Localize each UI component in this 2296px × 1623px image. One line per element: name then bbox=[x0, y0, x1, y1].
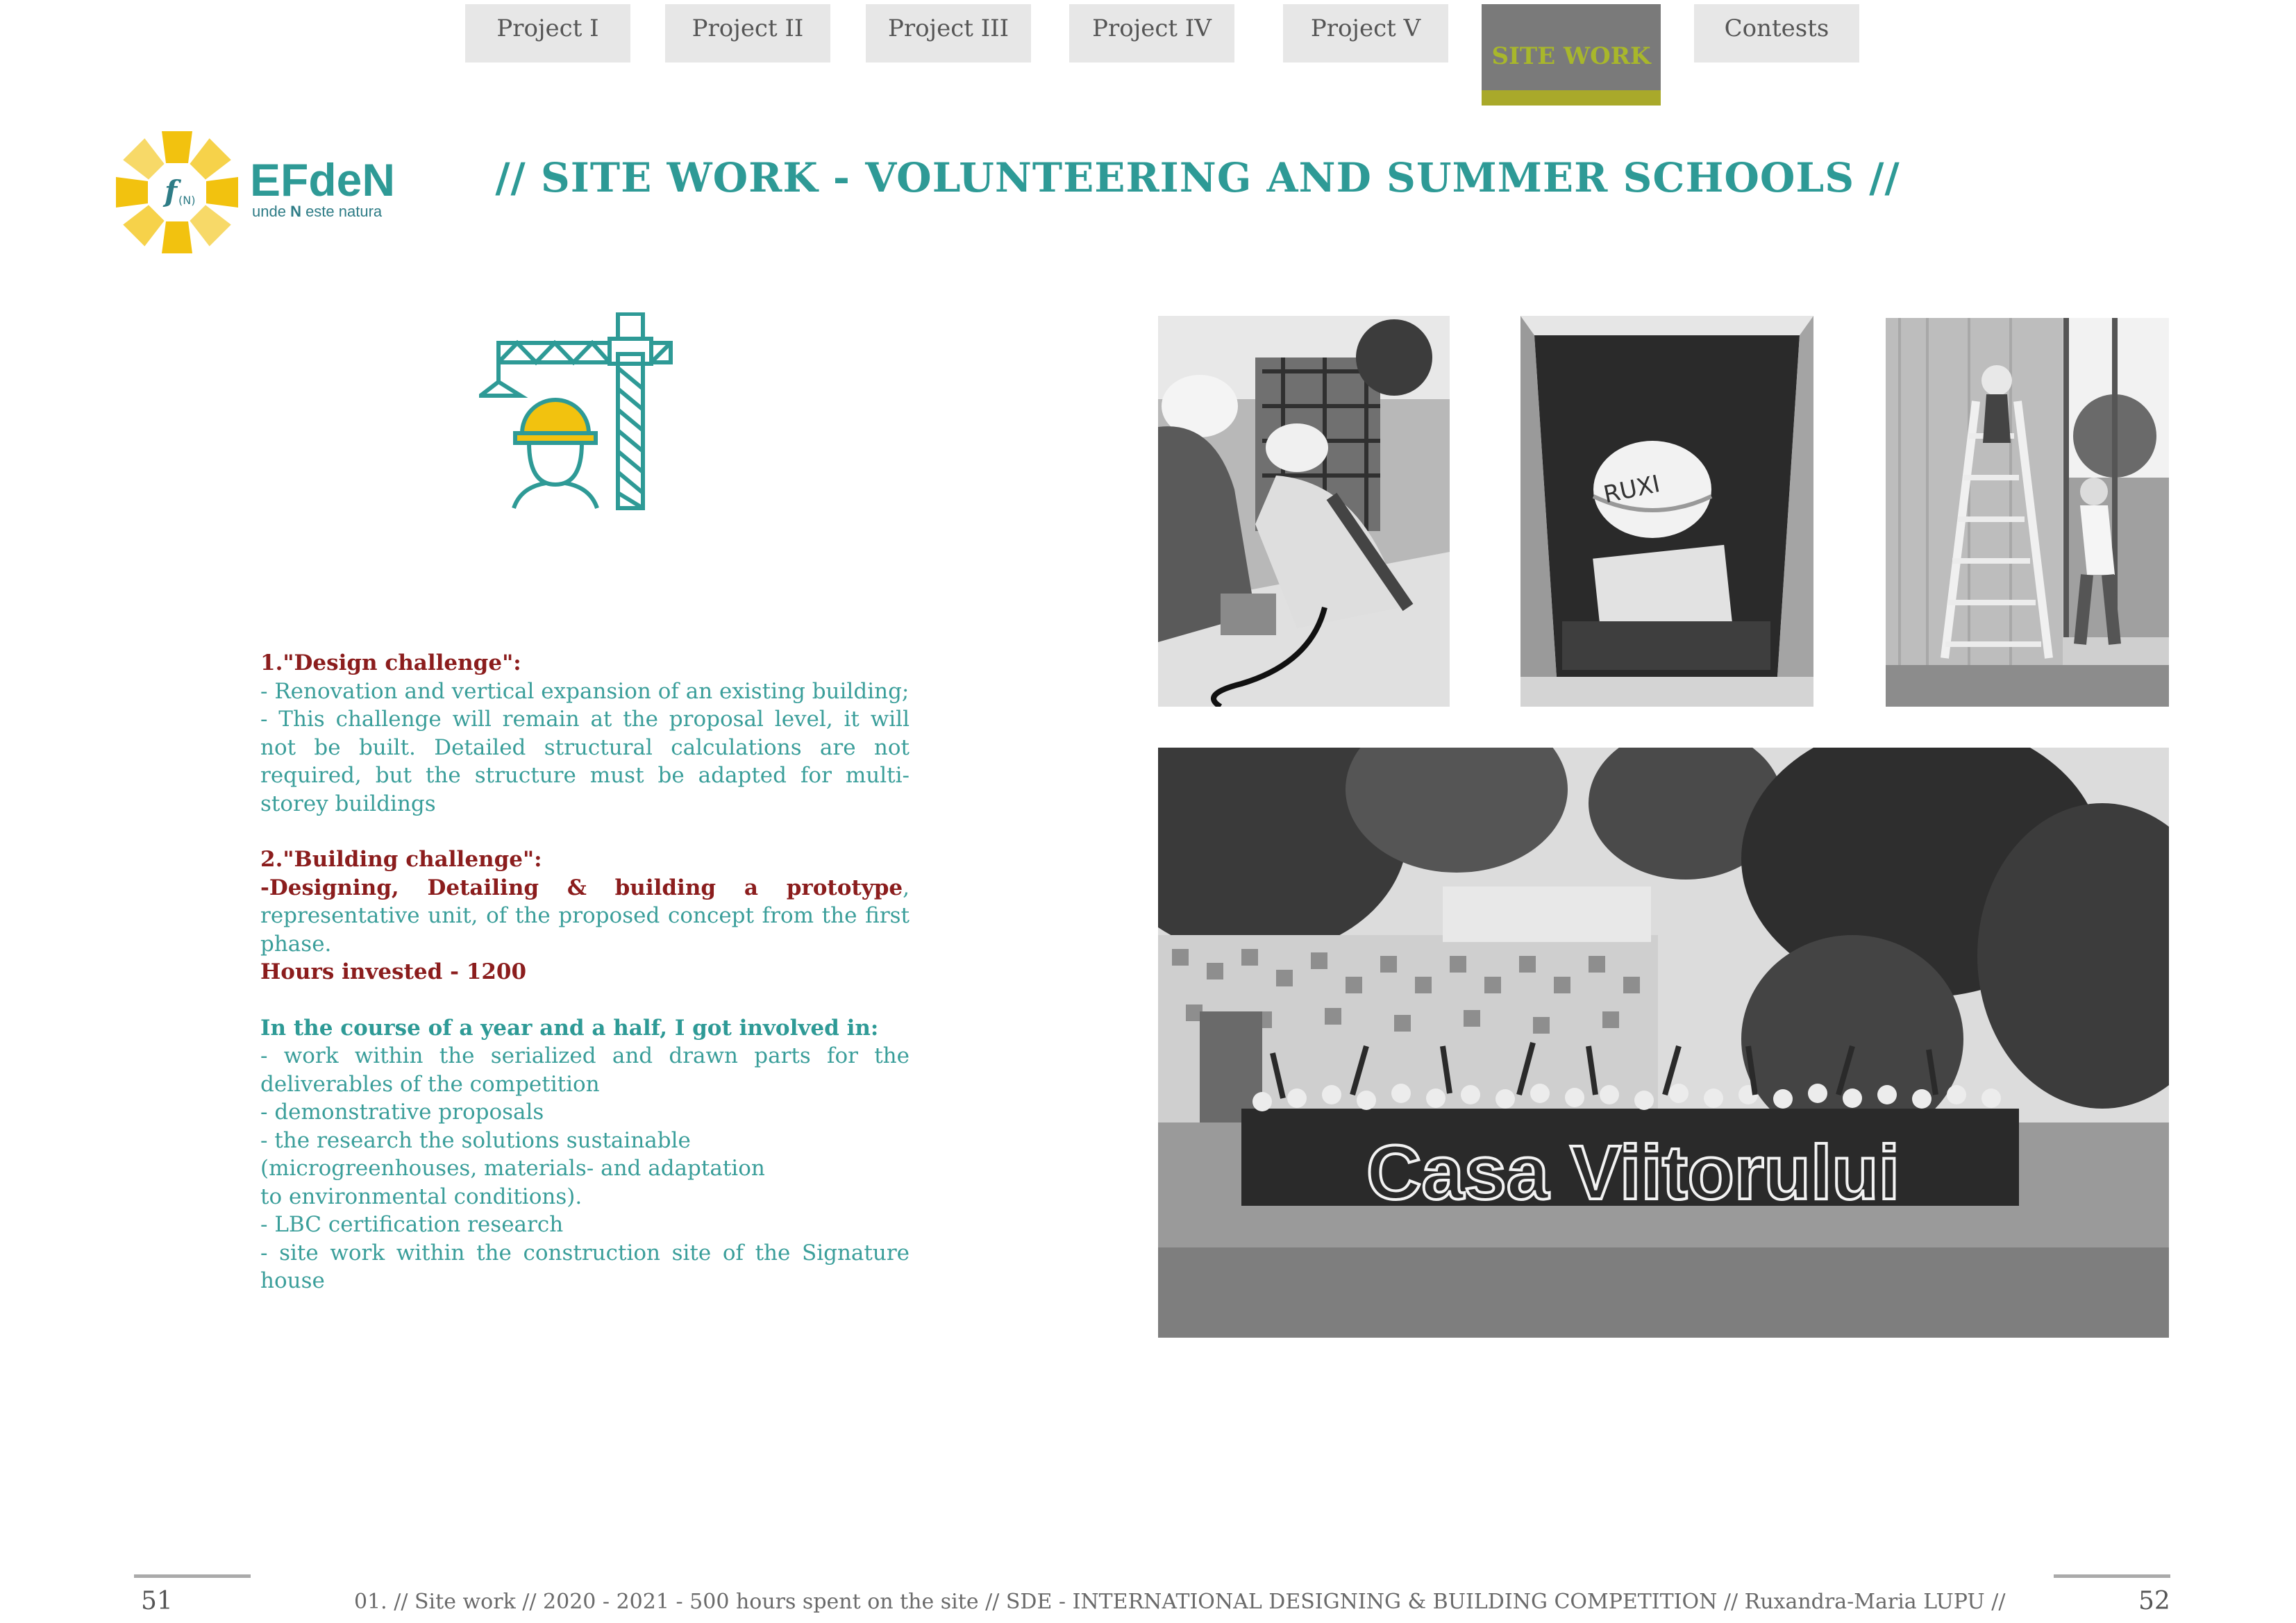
photo-group-summer-school bbox=[1158, 748, 2169, 1338]
svg-text:unde N este natura: unde N este natura bbox=[252, 203, 383, 220]
involvement-item: - the research the solutions sustainable bbox=[260, 1127, 691, 1153]
efden-logo bbox=[115, 126, 406, 258]
page-title: // SITE WORK - VOLUNTEERING AND SUMMER SCHOOLS // bbox=[495, 154, 1900, 201]
tab-site-work[interactable]: SITE WORK bbox=[1482, 4, 1661, 106]
design-challenge-line: - Renovation and vertical expansion of an existing building; bbox=[260, 678, 910, 704]
involvement-item: to environmental conditions). bbox=[260, 1184, 583, 1209]
sun-logo-icon bbox=[115, 126, 406, 258]
design-challenge-heading: 1."Design challenge": bbox=[260, 650, 521, 675]
description-text bbox=[260, 649, 910, 1295]
involvement-item: - demonstrative proposals bbox=[260, 1100, 544, 1125]
page-number-left: 51 bbox=[141, 1587, 173, 1615]
building-challenge-line: -Designing, Detailing & building a prototype, representative unit, of the proposed concept from the first phase. bbox=[260, 875, 910, 957]
photo-helmet-locker bbox=[1520, 316, 1813, 707]
tab-contests[interactable]: Contests bbox=[1694, 4, 1859, 62]
casa-viitorului-sign: Casa Viitorului bbox=[1366, 1130, 1900, 1216]
construction-crane-worker-icon bbox=[479, 312, 680, 514]
footer-divider-left bbox=[134, 1574, 251, 1578]
tab-project-iv[interactable]: Project IV bbox=[1069, 4, 1234, 62]
involvement-item: - LBC certification research bbox=[260, 1212, 564, 1237]
page-number-right: 52 bbox=[2138, 1587, 2170, 1615]
photo-site-sanding bbox=[1158, 316, 1450, 707]
logo-name: EFdeN bbox=[250, 154, 396, 205]
logo-mark-sub: (N) bbox=[178, 194, 196, 207]
involvement-heading: In the course of a year and a half, I got involved in: bbox=[260, 1015, 879, 1041]
involvement-item: - site work within the construction site of the Signature house bbox=[260, 1240, 910, 1293]
helmet-label: RUXI bbox=[1601, 470, 1663, 510]
tab-project-v[interactable]: Project V bbox=[1283, 4, 1448, 62]
hours-invested: Hours invested - 1200 bbox=[260, 959, 527, 984]
tab-project-ii[interactable]: Project II bbox=[665, 4, 830, 62]
photo-ladder-window bbox=[1886, 318, 2169, 707]
logo-mark: f bbox=[165, 174, 178, 208]
footer-divider-right bbox=[2054, 1574, 2170, 1578]
tab-project-i[interactable]: Project I bbox=[465, 4, 630, 62]
involvement-item: (microgreenhouses, materials- and adaptation bbox=[260, 1156, 765, 1181]
design-challenge-line: - This challenge will remain at the proposal level, it will not be built. Detailed structural calculations are not required, but the structure must be adapted for multi-storey buildings bbox=[260, 707, 910, 816]
building-challenge-heading: 2."Building challenge": bbox=[260, 847, 542, 872]
footer-caption: 01. // Site work // 2020 - 2021 - 500 hours spent on the site // SDE - INTERNATIONAL DESIGNING & BUILDING COMPETITION // Ruxandra-Maria LUPU // bbox=[354, 1590, 2006, 1614]
involvement-item: - work within the serialized and drawn parts for the deliverables of the competition bbox=[260, 1043, 910, 1097]
tab-project-iii[interactable]: Project III bbox=[866, 4, 1031, 62]
